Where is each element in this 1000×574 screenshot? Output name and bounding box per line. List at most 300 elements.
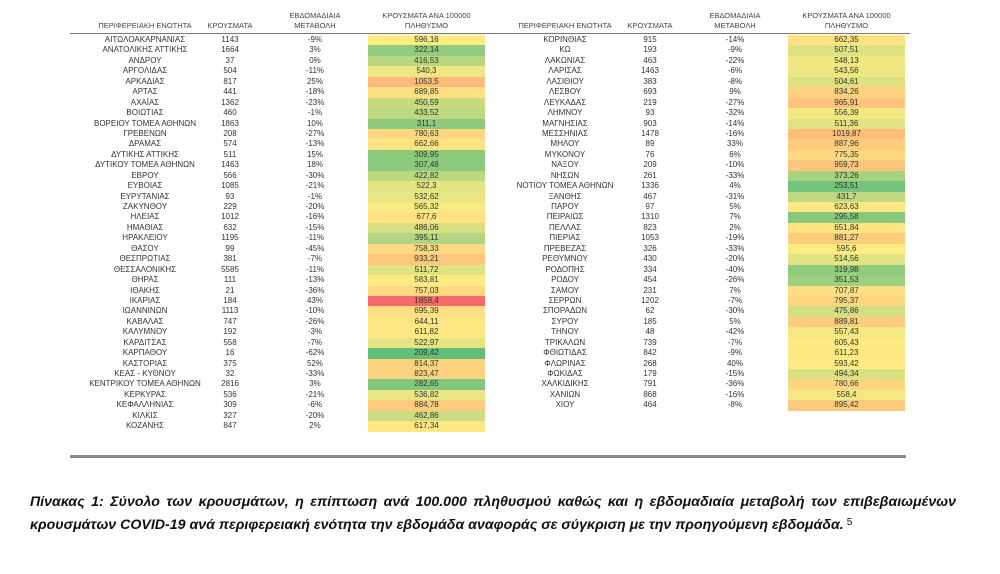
table-row (490, 223, 910, 233)
table-body (70, 35, 490, 432)
rate-cell: 707,87 (788, 286, 905, 296)
table-row (490, 379, 910, 389)
region-cell: ΑΙΤΩΛΟΑΚΑΡΝΑΝΙΑΣ (104, 35, 186, 44)
table-row (70, 160, 490, 170)
table-row (70, 171, 490, 181)
cases-cell: 1310 (641, 212, 659, 222)
region-cell: ΔΥΤΙΚΗΣ ΑΤΤΙΚΗΣ (111, 149, 179, 159)
rate-cell: 887,96 (788, 139, 905, 149)
header-rate (360, 11, 493, 31)
weekly-change-cell: -32% (725, 108, 745, 118)
table-row (490, 275, 910, 285)
weekly-change-cell: 2% (309, 421, 321, 431)
cases-cell: 693 (643, 87, 657, 97)
region-cell: ΠΙΕΡΙΑΣ (549, 233, 581, 243)
rate-cell: 1858,4 (368, 296, 485, 306)
rate-cell: 514,56 (788, 254, 905, 264)
table-row (490, 160, 910, 170)
footnote-marker: 5 (846, 516, 853, 528)
weekly-change-cell: -33% (305, 369, 325, 378)
cases-cell: 334 (643, 264, 657, 274)
cases-cell: 823 (643, 222, 657, 232)
cases-cell: 574 (223, 139, 237, 149)
header-change-line1: ΕΒΔΟΜΑΔΙΑΙΑ (709, 11, 761, 20)
cases-cell: 48 (645, 327, 655, 337)
weekly-change-cell: -13% (305, 275, 325, 285)
rate-cell: 511,36 (788, 119, 905, 129)
region-cell: ΝΟΤΙΟΥ ΤΟΜΕΑ ΑΘΗΝΩΝ (516, 181, 614, 191)
region-cell: ΜΥΚΟΝΟΥ (544, 149, 586, 159)
weekly-change-cell: -16% (725, 389, 745, 399)
rate-cell: 373,26 (788, 171, 905, 181)
rate-cell: 504,61 (788, 77, 905, 87)
table-row (70, 348, 490, 358)
weekly-change-cell: -7% (307, 337, 323, 347)
weekly-change-cell: 3% (309, 45, 321, 55)
region-cell: ΦΘΙΩΤΙΔΑΣ (543, 348, 587, 358)
weekly-change-cell: -20% (725, 254, 745, 264)
weekly-change-cell: 3% (309, 379, 321, 389)
region-cell: ΣΑΜΟΥ (550, 285, 580, 295)
weekly-change-cell: -13% (305, 139, 325, 149)
cases-cell: 842 (643, 348, 657, 358)
weekly-change-cell: -36% (725, 379, 745, 389)
region-cell: ΙΘΑΚΗΣ (130, 285, 160, 295)
cases-cell: 1336 (641, 181, 659, 191)
cases-cell: 868 (643, 389, 657, 399)
cases-cell: 21 (225, 285, 235, 295)
header-change-line2: ΜΕΤΑΒΟΛΗ (294, 21, 336, 30)
table-row (490, 244, 910, 254)
table-row (70, 119, 490, 129)
table-row (490, 306, 910, 316)
rate-cell: 775,35 (788, 150, 905, 160)
rate-cell: 395,11 (368, 233, 485, 243)
table-row (70, 202, 490, 212)
cases-cell: 231 (643, 285, 657, 295)
cases-cell: 1463 (641, 66, 659, 76)
weekly-change-cell: 25% (306, 76, 323, 86)
rate-cell: 209,42 (368, 348, 485, 358)
rate-cell: 780,63 (368, 129, 485, 139)
region-cell: ΑΡΚΑΔΙΑΣ (125, 76, 165, 86)
table-row (490, 129, 910, 139)
rate-cell: 556,39 (788, 108, 905, 118)
rate-cell: 605,43 (788, 338, 905, 348)
table-row (490, 233, 910, 243)
region-cell: ΠΕΛΛΑΣ (548, 222, 582, 232)
region-cell: ΑΝΔΡΟΥ (128, 55, 162, 65)
region-cell: ΚΕΝΤΡΙΚΟΥ ΤΟΜΕΑ ΑΘΗΝΩΝ (89, 379, 201, 389)
table-row (490, 87, 910, 97)
region-cell: ΤΡΙΚΑΛΩΝ (544, 337, 586, 347)
caption-text: Πίνακας 1: Σύνολο των κρουσμάτων, η επίπτωση ανά 100.000 πληθυσμού καθώς και η εβδομαδιαία μεταβολή των επιβεβαιωμένων κρουσμάτων COVID-19 ανά περιφερειακή ενότητα την εβδομάδα αναφοράς σε σύγκριση με την προηγούμενη εβδομάδα. (30, 494, 956, 533)
cases-cell: 381 (223, 254, 237, 264)
region-cell: ΚΙΛΚΙΣ (132, 410, 158, 420)
rate-cell: 507,51 (788, 45, 905, 55)
weekly-change-cell: 0% (309, 55, 321, 65)
rate-cell: 450,59 (368, 98, 485, 108)
rate-cell: 522,97 (368, 338, 485, 348)
table-row (70, 286, 490, 296)
cases-cell: 504 (223, 66, 237, 76)
header-rate-line2: ΠΛΗΘΥΣΜΟ (824, 21, 869, 30)
region-cell: ΘΕΣΣΑΛΟΝΙΚΗΣ (113, 264, 177, 274)
weekly-change-cell: -8% (727, 76, 743, 86)
region-cell: ΕΒΡΟΥ (131, 170, 159, 180)
rate-cell: 583,81 (368, 275, 485, 285)
weekly-change-cell: -6% (727, 66, 743, 76)
cases-cell: 375 (223, 358, 237, 368)
rate-cell: 689,85 (368, 87, 485, 97)
table-row (70, 379, 490, 389)
weekly-change-cell: -21% (305, 181, 325, 191)
cases-cell: 326 (643, 243, 657, 253)
weekly-change-cell: -27% (305, 128, 325, 138)
rate-cell: 1019,87 (788, 129, 905, 139)
weekly-change-cell: -20% (305, 202, 325, 211)
rate-cell: 889,81 (788, 317, 905, 327)
table-row (70, 411, 490, 421)
region-cell: ΛΑΣΙΘΙΟΥ (546, 76, 584, 86)
table-row (70, 296, 490, 306)
region-cell: ΔΥΤΙΚΟΥ ΤΟΜΕΑ ΑΘΗΝΩΝ (95, 160, 195, 170)
table-row (70, 244, 490, 254)
rate-cell: 557,43 (788, 327, 905, 337)
rate-cell: 307,48 (368, 160, 485, 170)
weekly-change-cell: -3% (307, 327, 323, 337)
table-row (70, 66, 490, 76)
table-row (490, 359, 910, 369)
table-row (70, 192, 490, 202)
rate-cell: 431,7 (788, 192, 905, 202)
weekly-change-cell: 15% (306, 149, 323, 159)
region-cell: ΕΥΡΥΤΑΝΙΑΣ (120, 191, 170, 201)
cases-cell: 739 (643, 337, 657, 347)
rate-cell: 959,73 (788, 160, 905, 170)
cases-cell: 566 (223, 170, 237, 180)
cases-cell: 464 (643, 400, 657, 410)
table-row (490, 45, 910, 55)
weekly-change-cell: -30% (725, 306, 745, 316)
cases-cell: 37 (225, 55, 235, 65)
weekly-change-cell: -14% (725, 35, 745, 44)
rate-cell: 895,42 (788, 400, 905, 410)
weekly-change-cell: 10% (306, 118, 323, 128)
region-cell: ΚΕΦΑΛΛΗΝΙΑΣ (116, 400, 174, 410)
table-row (70, 87, 490, 97)
rate-cell: 651,84 (788, 223, 905, 233)
cases-cell: 111 (223, 275, 237, 285)
weekly-change-cell: -31% (725, 191, 745, 201)
weekly-change-cell: -11% (305, 66, 325, 76)
table-row (490, 171, 910, 181)
cases-cell: 1478 (641, 128, 659, 138)
table-row (490, 56, 910, 66)
cases-cell: 1113 (221, 306, 239, 316)
header-cases: ΚΡΟΥΣΜΑΤΑ (627, 21, 673, 30)
table-row (70, 275, 490, 285)
table-row (490, 338, 910, 348)
region-cell: ΞΑΝΘΗΣ (548, 191, 582, 201)
weekly-change-cell: 40% (726, 358, 743, 368)
weekly-change-cell: -33% (725, 170, 745, 180)
cases-cell: 747 (223, 316, 237, 326)
cases-cell: 229 (223, 202, 237, 211)
region-cell: ΒΟΙΩΤΙΑΣ (126, 108, 164, 118)
weekly-change-cell: -7% (727, 337, 743, 347)
rate-cell: 253,51 (788, 181, 905, 191)
region-cell: ΔΡΑΜΑΣ (128, 139, 162, 149)
table-row (70, 400, 490, 410)
rate-cell: 780,66 (788, 379, 905, 389)
weekly-change-cell: -10% (305, 306, 325, 316)
table-row (70, 254, 490, 264)
rate-cell: 814,37 (368, 359, 485, 369)
region-cell: ΡΟΔΟΠΗΣ (545, 264, 585, 274)
rate-cell: 596,16 (368, 35, 485, 45)
table-row (70, 265, 490, 275)
rate-cell: 662,35 (788, 35, 905, 45)
rate-cell: 433,52 (368, 108, 485, 118)
table-row (490, 77, 910, 87)
cases-cell: 193 (643, 45, 657, 55)
weekly-change-cell: -1% (307, 191, 323, 201)
weekly-change-cell: -9% (307, 35, 323, 44)
table-row (490, 348, 910, 358)
cases-cell: 179 (643, 369, 657, 378)
table-row (490, 400, 910, 410)
cases-cell: 1863 (221, 118, 239, 128)
rate-cell: 881,27 (788, 233, 905, 243)
table-row (70, 390, 490, 400)
table-row (490, 66, 910, 76)
weekly-change-cell: -40% (725, 264, 745, 274)
table-row (70, 98, 490, 108)
cases-cell: 268 (643, 358, 657, 368)
weekly-change-cell: 4% (729, 181, 741, 191)
rate-cell: 522,3 (368, 181, 485, 191)
cases-cell: 1664 (221, 45, 239, 55)
table-row (490, 296, 910, 306)
table-row (70, 77, 490, 87)
weekly-change-cell: -6% (307, 400, 323, 410)
cases-cell: 454 (643, 275, 657, 285)
weekly-change-cell: -7% (307, 254, 323, 264)
weekly-change-cell: -36% (305, 285, 325, 295)
cases-cell: 632 (223, 222, 237, 232)
cases-cell: 467 (643, 191, 657, 201)
region-cell: ΧΑΝΙΩΝ (549, 389, 581, 399)
table-row (70, 181, 490, 191)
cases-cell: 903 (643, 118, 657, 128)
region-cell: ΗΜΑΘΙΑΣ (126, 222, 164, 232)
region-cell: ΝΗΣΩΝ (550, 170, 580, 180)
weekly-change-cell: -22% (725, 55, 745, 65)
table-row (70, 327, 490, 337)
rate-cell: 695,39 (368, 306, 485, 316)
weekly-change-cell: -18% (305, 87, 325, 97)
region-cell: ΚΟΡΙΝΘΙΑΣ (543, 35, 587, 44)
weekly-change-cell: -9% (727, 348, 743, 358)
rate-cell: 351,53 (788, 275, 905, 285)
cases-cell: 847 (223, 421, 237, 431)
rate-cell: 623,63 (788, 202, 905, 212)
table-row (70, 150, 490, 160)
table-row (490, 181, 910, 191)
region-cell: ΚΑΒΑΛΑΣ (126, 316, 164, 326)
region-cell: ΡΕΘΥΜΝΟΥ (542, 254, 588, 264)
table-row (490, 327, 910, 337)
region-cell: ΑΧΑΪΑΣ (130, 97, 160, 107)
cases-cell: 1053 (641, 233, 659, 243)
header-cases: ΚΡΟΥΣΜΑΤΑ (207, 21, 253, 30)
table-row (70, 35, 490, 45)
cases-cell: 184 (223, 295, 237, 305)
region-cell: ΑΡΓΟΛΙΔΑΣ (122, 66, 168, 76)
region-cell: ΠΑΡΟΥ (551, 202, 579, 211)
rate-cell: 311,1 (368, 119, 485, 129)
region-cell: ΣΠΟΡΑΔΩΝ (542, 306, 588, 316)
rate-cell: 644,11 (368, 317, 485, 327)
rate-cell: 540,3 (368, 66, 485, 76)
weekly-change-cell: -26% (305, 316, 325, 326)
weekly-change-cell: -8% (727, 400, 743, 410)
cases-cell: 1085 (221, 181, 239, 191)
cases-cell: 208 (223, 128, 237, 138)
weekly-change-cell: -10% (725, 160, 745, 170)
region-cell: ΜΗΛΟΥ (550, 139, 580, 149)
weekly-change-cell: 5% (729, 202, 741, 211)
cases-cell: 89 (645, 139, 655, 149)
rate-cell: 319,98 (788, 265, 905, 275)
region-cell: ΤΗΝΟΥ (551, 327, 579, 337)
header-change-line1: ΕΒΔΟΜΑΔΙΑΙΑ (289, 11, 341, 20)
rate-cell: 462,86 (368, 411, 485, 421)
weekly-change-cell: -1% (307, 108, 323, 118)
weekly-change-cell: 7% (729, 212, 741, 222)
region-cell: ΚΑΡΠΑΘΟΥ (122, 348, 168, 358)
rate-cell: 757,03 (368, 286, 485, 296)
rate-cell: 758,33 (368, 244, 485, 254)
cases-cell: 1195 (221, 233, 239, 243)
region-cell: ΚΕΑΣ - ΚΥΘΝΟΥ (114, 369, 176, 378)
weekly-change-cell: -15% (305, 222, 325, 232)
region-cell: ΚΕΡΚΥΡΑΣ (124, 389, 166, 399)
table-row (70, 317, 490, 327)
table-row (490, 254, 910, 264)
region-cell: ΠΡΕΒΕΖΑΣ (543, 243, 587, 253)
header-region: ΠΕΡΙΦΕΡΕΙΑΚΗ ΕΝΟΤΗΤΑ (98, 21, 192, 30)
cases-cell: 209 (643, 160, 657, 170)
cases-cell: 16 (225, 348, 235, 358)
rate-cell: 322,14 (368, 45, 485, 55)
table-row (70, 421, 490, 431)
region-cell: ΛΕΣΒΟΥ (548, 87, 582, 97)
header-rate-line1: ΚΡΟΥΣΜΑΤΑ ΑΝΑ 100000 (802, 11, 891, 20)
table-row (490, 150, 910, 160)
region-cell: ΘΑΣΟΥ (131, 243, 159, 253)
weekly-change-cell: -19% (725, 233, 745, 243)
region-cell: ΧΙΟΥ (555, 400, 575, 410)
cases-cell: 261 (643, 170, 657, 180)
rate-cell: 511,72 (368, 265, 485, 275)
table-row (70, 233, 490, 243)
region-cell: ΙΚΑΡΙΑΣ (129, 295, 161, 305)
weekly-change-cell: 2% (729, 222, 741, 232)
weekly-change-cell: 33% (726, 139, 743, 149)
rate-cell: 295,58 (788, 212, 905, 222)
region-cell: ΧΑΛΚΙΔΙΚΗΣ (541, 379, 589, 389)
cases-cell: 219 (643, 97, 657, 107)
region-cell: ΙΩΑΝΝΙΝΩΝ (122, 306, 168, 316)
cases-cell: 99 (225, 243, 235, 253)
rate-cell: 593,42 (788, 359, 905, 369)
cases-cell: 915 (643, 35, 657, 44)
region-cell: ΘΗΡΑΣ (131, 275, 159, 285)
weekly-change-cell: -30% (305, 170, 325, 180)
weekly-change-cell: -7% (727, 295, 743, 305)
table-row (70, 212, 490, 222)
table-row (70, 369, 490, 379)
cases-cell: 536 (223, 389, 237, 399)
weekly-change-cell: -14% (725, 118, 745, 128)
weekly-change-cell: 43% (306, 295, 323, 305)
weekly-change-cell: -62% (305, 348, 325, 358)
header-rate (780, 11, 913, 31)
cases-cell: 817 (223, 76, 237, 86)
weekly-change-cell: -16% (725, 128, 745, 138)
rate-cell: 548,13 (788, 56, 905, 66)
table-row (70, 139, 490, 149)
weekly-change-cell: -33% (725, 243, 745, 253)
table-row (490, 35, 910, 45)
weekly-change-cell: -11% (305, 233, 325, 243)
weekly-change-cell: -23% (305, 97, 325, 107)
region-cell: ΛΑΚΩΝΙΑΣ (544, 55, 586, 65)
header-change-line2: ΜΕΤΑΒΟΛΗ (714, 21, 756, 30)
rate-cell: 823,47 (368, 369, 485, 379)
rate-cell: 309,95 (368, 150, 485, 160)
cases-cell: 791 (643, 379, 657, 389)
cases-cell: 5585 (221, 264, 239, 274)
table-row (490, 202, 910, 212)
weekly-change-cell: -11% (305, 264, 325, 274)
table-row (490, 139, 910, 149)
rate-cell: 662,66 (368, 139, 485, 149)
region-cell: ΒΟΡΕΙΟΥ ΤΟΜΕΑ ΑΘΗΝΩΝ (93, 118, 197, 128)
table-body (490, 35, 910, 411)
table-row (490, 369, 910, 379)
table-row (70, 45, 490, 55)
region-cell: ΜΑΓΝΗΣΙΑΣ (542, 118, 588, 128)
cases-cell: 1463 (221, 160, 239, 170)
cases-cell: 430 (643, 254, 657, 264)
cases-cell: 1362 (221, 97, 239, 107)
header-rate-line1: ΚΡΟΥΣΜΑΤΑ ΑΝΑ 100000 (382, 11, 471, 20)
region-cell: ΣΥΡΟΥ (551, 316, 579, 326)
header-rate-line2: ΠΛΗΘΥΣΜΟ (404, 21, 449, 30)
table-row (70, 129, 490, 139)
rate-cell: 965,91 (788, 98, 905, 108)
cases-cell: 97 (645, 202, 655, 211)
weekly-change-cell: -26% (725, 275, 745, 285)
rate-cell: 795,37 (788, 296, 905, 306)
rate-cell: 282,65 (368, 379, 485, 389)
region-cell: ΛΕΥΚΑΔΑΣ (543, 97, 587, 107)
region-cell: ΚΑΛΥΜΝΟΥ (122, 327, 168, 337)
region-cell: ΖΑΚΥΝΘΟΥ (122, 202, 168, 211)
